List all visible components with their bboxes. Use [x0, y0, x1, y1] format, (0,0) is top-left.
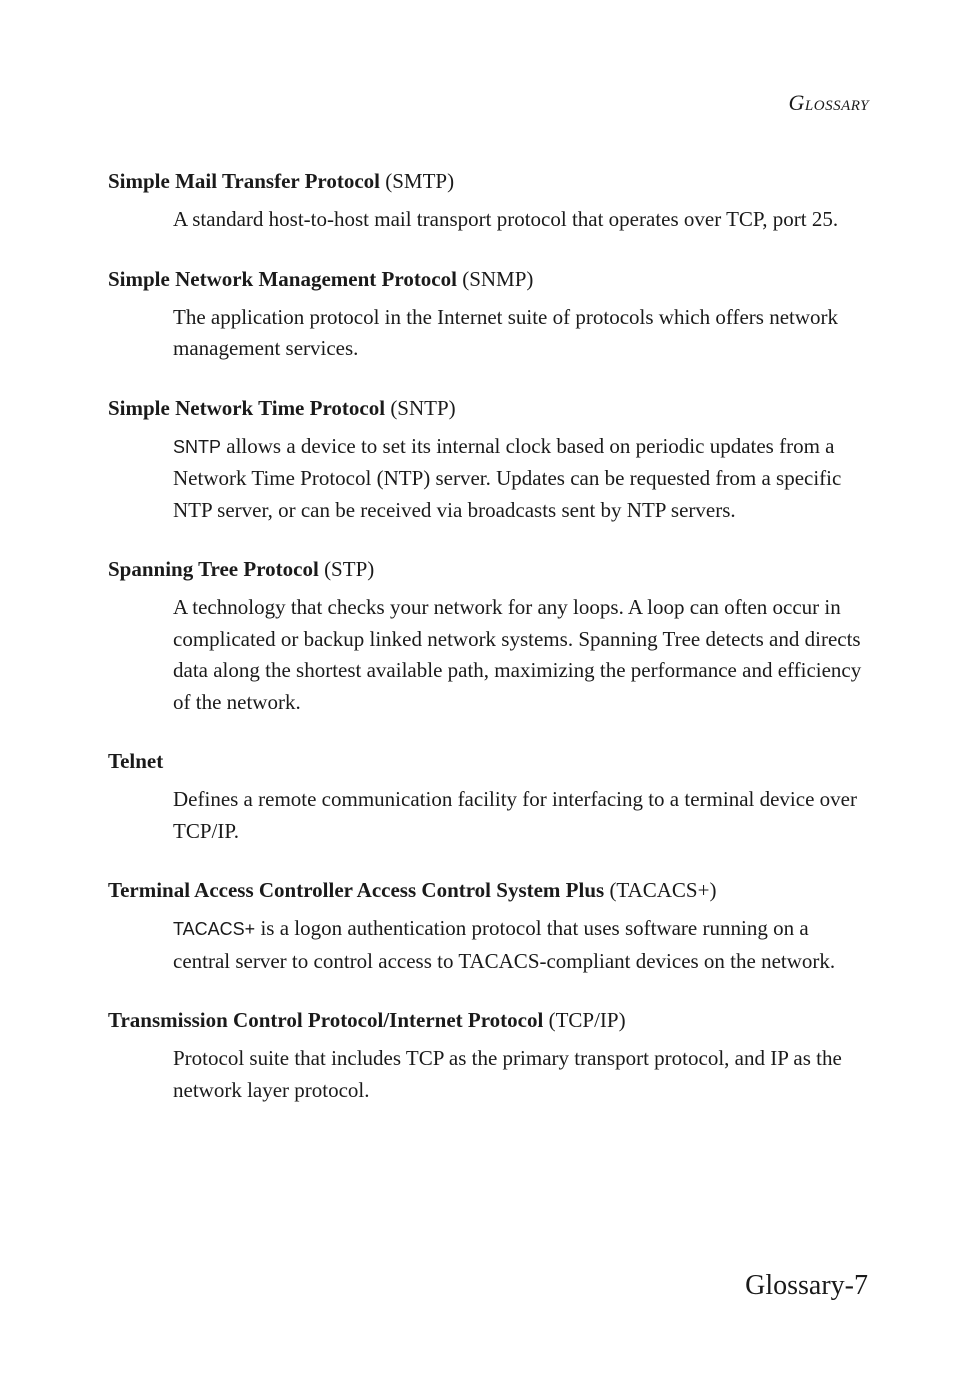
glossary-entries — [108, 166, 868, 1134]
glossary-entry-telnet — [108, 746, 868, 847]
term-name: Terminal Access Controller Access Control System Plus — [108, 878, 605, 902]
entry-definition — [173, 1043, 868, 1106]
term-abbreviation: (TCP/IP) — [548, 1008, 626, 1032]
definition-text: The application protocol in the Internet suite of protocols which offers network management services. — [173, 304, 839, 360]
entry-definition — [173, 784, 868, 847]
term-name: Simple Network Management Protocol — [108, 266, 457, 291]
term-abbreviation: (SNTP) — [390, 395, 456, 420]
definition-text: is a logon authentication protocol that uses software running on a central server to control access to TACACS-compliant devices on the network. — [173, 916, 836, 973]
glossary-entry-smtp — [108, 166, 868, 236]
entry-definition — [173, 592, 868, 718]
entry-term — [108, 554, 868, 585]
term-abbreviation: (SNMP) — [462, 266, 534, 291]
glossary-entry-snmp — [108, 264, 868, 365]
definition-text: Protocol suite that includes TCP as the primary transport protocol, and IP as the network layer protocol. — [173, 1046, 842, 1102]
definition-text: allows a device to set its internal clock based on periodic updates from a Network Time Protocol (NTP) server. Updates can be requested from a specific NTP server, or can be received via broadcasts sent by NTP servers. — [173, 433, 842, 522]
page-number: Glossary-7 — [745, 1270, 868, 1301]
definition-text: Defines a remote communication facility for interfacing to a terminal device over TCP/IP. — [173, 787, 857, 843]
entry-term — [108, 875, 868, 906]
term-abbreviation: (STP) — [324, 557, 375, 581]
term-abbreviation: (SMTP) — [385, 169, 455, 193]
glossary-entry-stp — [108, 554, 868, 718]
term-name: Spanning Tree Protocol — [108, 557, 319, 581]
term-abbreviation: (TACACS+) — [609, 878, 717, 902]
definition-text: A standard host-to-host mail transport protocol that operates over TCP, port 25. — [173, 207, 839, 231]
glossary-entry-sntp — [108, 393, 868, 527]
entry-definition — [173, 431, 868, 527]
entry-term — [108, 1005, 868, 1036]
glossary-entry-tcpip — [108, 1005, 868, 1106]
definition-lead-word: SNTP — [173, 436, 222, 457]
entry-term — [108, 264, 868, 295]
entry-term — [108, 166, 868, 197]
entry-definition — [173, 204, 868, 236]
entry-definition — [173, 302, 868, 365]
glossary-entry-tacacs — [108, 875, 868, 977]
entry-term — [108, 746, 868, 777]
entry-definition — [173, 913, 868, 977]
term-name: Simple Network Time Protocol — [108, 395, 386, 420]
term-name: Transmission Control Protocol/Internet Protocol — [108, 1008, 544, 1032]
definition-text: A technology that checks your network for any loops. A loop can often occur in complicated or backup linked network systems. Spanning Tree detects and directs data along the shortest available path, maximizing the performance and efficiency of the network. — [173, 595, 862, 714]
term-name: Simple Mail Transfer Protocol — [108, 169, 380, 193]
entry-term — [108, 393, 868, 424]
term-name: Telnet — [108, 749, 164, 773]
definition-lead-word: TACACS+ — [173, 919, 256, 939]
running-header: Glossary — [788, 90, 869, 115]
